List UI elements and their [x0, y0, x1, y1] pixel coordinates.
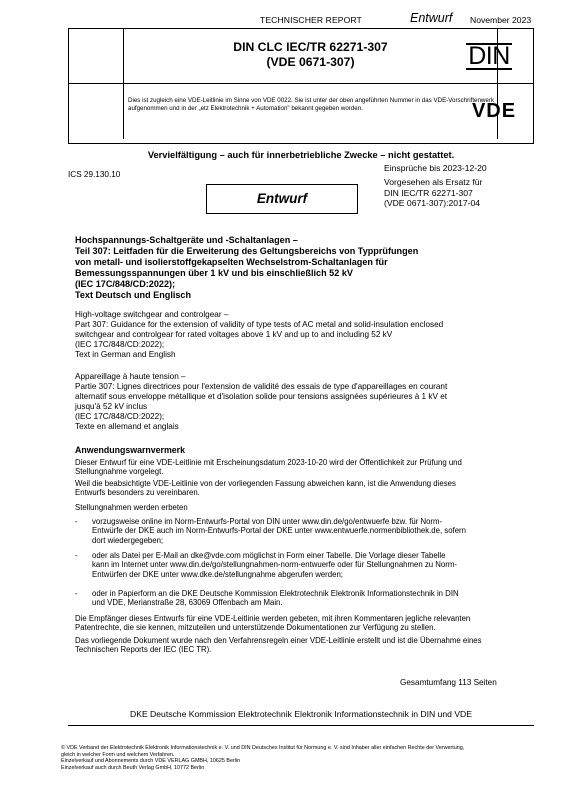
vde-number: (VDE 0671-307): [266, 55, 355, 69]
report-type: TECHNISCHER REPORT: [260, 15, 362, 25]
title-french: Appareillage à haute tension – Partie 307: Lignes directrices pour l'extension de validité des essais de type d'appareillages en courant alternatif sous enveloppe métallique et d'isolation solide pour tensions assignées supérieures à 1 kV et jusqu'à 52 kV inclus (IEC 17C/848/CD:2022); Texte en allemand et anglais: [75, 372, 448, 432]
paragraph-comments-requested: Stellungnahmen werden erbeten: [75, 503, 188, 512]
din-logo: DIN: [468, 41, 510, 70]
standard-number: DIN CLC IEC/TR 62271-307: [233, 40, 388, 54]
header-box: [68, 28, 534, 144]
standard-title: [123, 29, 498, 84]
copy-notice: Vervielfältigung – auch für innerbetriebliche Zwecke – nicht gestattet.: [147, 150, 455, 160]
vde-guideline-notice: Dies ist zugleich eine VDE-Leitlinie im Sinne von VDE 0022. Sie ist unter der oben angeführten Nummer in das VDE-Vorschriftenwerk aufgenommen und in der „etz Elektrotechnik + Automation" bekannt gegeben worden.: [123, 84, 498, 139]
title-english: High-voltage switchgear and controlgear – Part 307: Guidance for the extension of validity of type tests of AC metal and solid-insulation enclosed switchgear and controlgear for rated voltages above 1 kV and up to and including 52 kV (IEC 17C/848/CD:2022); Text in German and English: [75, 310, 444, 360]
header-row-notice: [69, 84, 533, 139]
divider: [68, 725, 534, 726]
paragraph-patent-rights: Die Empfänger dieses Entwurfs für eine VDE-Leitlinie werden gebeten, mit ihren Kommentaren jegliche relevanten Patentrechte, die sie kennen, mitzuteilen und unterstützende Dokumentationen zur Verfügung zu stellen.: [75, 614, 471, 633]
publication-date: November 2023: [470, 15, 532, 25]
paragraph-procedure: Das vorliegende Dokument wurde nach den Verfahrensregeln einer VDE-Leitlinie erstellt und ist die Übernahme eines Technischen Reports der IEC (IEC TR).: [75, 636, 482, 655]
dke-committee: DKE Deutsche Kommission Elektrotechnik Elektronik Informationstechnik in DIN und VDE: [130, 709, 472, 719]
draft-label: Entwurf: [410, 11, 453, 25]
application-warning-heading: Anwendungswarnvermerk: [75, 445, 185, 455]
draft-box: Entwurf: [206, 184, 358, 214]
copyright-footer: © VDE Verband der Elektrotechnik Elektronik Informationstechnik e. V. und DIN Deutsches Institut für Normung e. V. sind Inhaber aller einfachen Rechte der Verwertung, gleich in welcher Form und welchem Verfahren. Einzelverkauf und Abonnements durch VDE VERLAG GMBH, 10625 Berlin Einzelverkauf auch durch Beuth Verlag GmbH, 10772 Berlin: [61, 745, 465, 771]
replacement-info: Vorgesehen als Ersatz für DIN IEC/TR 62271-307 (VDE 0671-307):2017-04: [384, 177, 483, 209]
header-row-title: [69, 29, 533, 84]
objection-deadline: Einsprüche bis 2023-12-20: [384, 163, 487, 173]
ics-code: ICS 29.130.10: [68, 170, 121, 179]
title-german: Hochspannungs-Schaltgeräte und -Schaltanlagen – Teil 307: Leitfaden für die Erweiterung des Geltungsbereichs von Typprüfungen von metall- und isolierstoffgekapselten Wechselstrom-Schaltanlagen für Bemessungsspannungen über 1 kV und bis einschließlich 52 kV (IEC 17C/848/CD:2022); Text Deutsch und Englisch: [75, 235, 419, 301]
vde-logo: VDE: [471, 100, 517, 122]
paragraph-deviation: Weil die beabsichtigte VDE-Leitlinie von der vorliegenden Fassung abweichen kann, ist die Anwendung dieses Entwurfs besonders zu vereinbaren.: [75, 479, 456, 498]
total-pages: Gesamtumfang 113 Seiten: [400, 678, 497, 687]
paragraph-publication: Dieser Entwurf für eine VDE-Leitlinie mit Erscheinungsdatum 2023-10-20 wird der Öffentlichkeit zur Prüfung und Stellungnahme vorgelegt.: [75, 458, 462, 477]
